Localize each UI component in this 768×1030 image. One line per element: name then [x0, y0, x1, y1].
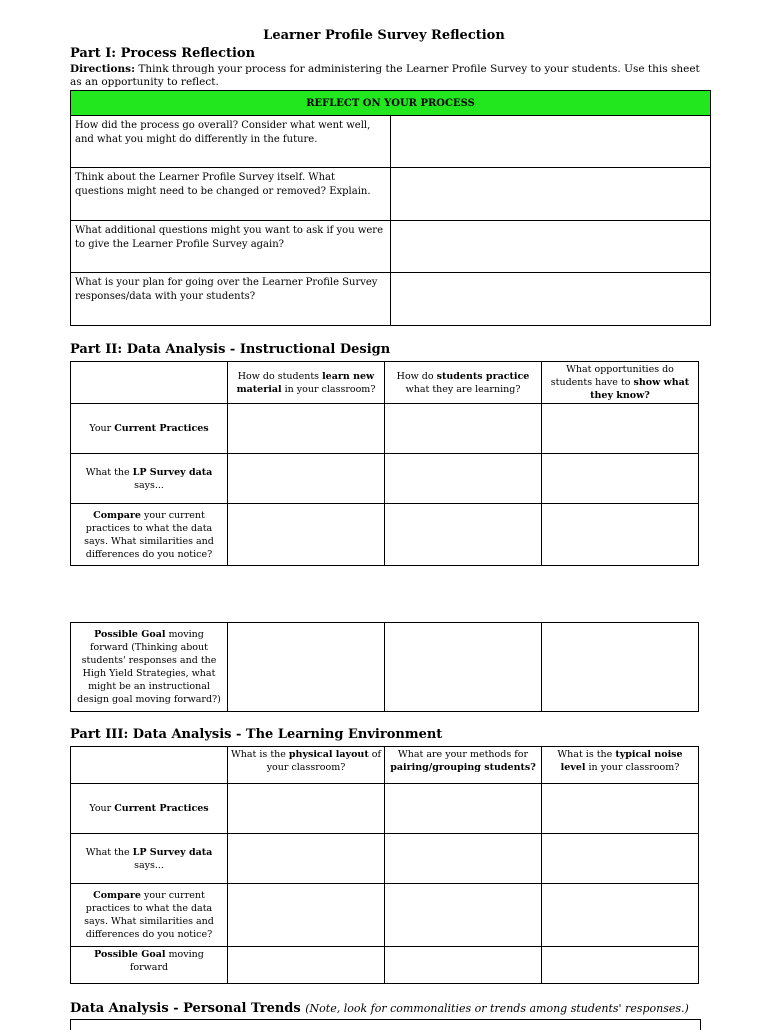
reflection-answer-3[interactable] — [391, 221, 711, 273]
cell-input[interactable] — [385, 404, 542, 454]
reflection-answer-1[interactable] — [391, 116, 711, 168]
row-current-practices: Your Current Practices — [71, 784, 228, 834]
instructional-goal-table — [70, 622, 699, 712]
corner-cell — [71, 747, 228, 784]
col-pairing-grouping: What are your methods for pairing/grouping students? — [385, 747, 542, 784]
cell-input[interactable] — [542, 884, 699, 947]
col-learn-new-material: How do students learn new material in your classroom? — [228, 362, 385, 404]
reflection-question-3: What additional questions might you want to ask if you were to give the Learner Profile Survey again? — [71, 221, 391, 273]
reflection-question-1: How did the process go overall? Consider what went well, and what you might do differently in the future. — [71, 116, 391, 168]
row-possible-goal: Possible Goal moving forward (Thinking about students' responses and the High Yield Strategies, what might be an instructional design goal moving forward?) — [71, 623, 228, 712]
cell-input[interactable] — [385, 454, 542, 504]
directions-text: Think through your process for administering the Learner Profile Survey to your students. Use this sheet as an opportunity to reflect. — [70, 63, 700, 88]
reflect-header: REFLECT ON YOUR PROCESS — [71, 91, 711, 116]
directions-label: Directions: — [70, 63, 135, 75]
part1-heading: Part I: Process Reflection — [70, 46, 256, 61]
cell-input[interactable] — [228, 947, 385, 984]
cell-input[interactable] — [228, 784, 385, 834]
cell-input[interactable] — [542, 834, 699, 884]
learning-environment-table — [70, 746, 699, 984]
part3-heading: Part III: Data Analysis - The Learning Environment — [70, 727, 443, 742]
col-show-what-they-know: What opportunities do students have to show what they know? — [542, 362, 699, 404]
part2-heading: Part II: Data Analysis - Instructional Design — [70, 342, 391, 357]
cell-input[interactable] — [228, 623, 385, 712]
reflection-question-2: Think about the Learner Profile Survey itself. What questions might need to be changed or removed? Explain. — [71, 168, 391, 221]
row-possible-goal: Possible Goal moving forward — [71, 947, 228, 984]
row-lp-survey-data: What the LP Survey data says... — [71, 454, 228, 504]
cell-input[interactable] — [542, 784, 699, 834]
personal-trends-table — [70, 1019, 701, 1030]
cell-input[interactable] — [385, 947, 542, 984]
row-compare: Compare your current practices to what the data says. What similarities and differences do you notice? — [71, 504, 228, 566]
part1-directions — [70, 63, 710, 89]
col-physical-layout: What is the physical layout of your classroom? — [228, 747, 385, 784]
instructional-design-table — [70, 361, 699, 566]
cell-input[interactable] — [228, 834, 385, 884]
cell-input[interactable] — [542, 454, 699, 504]
cell-input[interactable] — [542, 623, 699, 712]
row-current-practices: Your Current Practices — [71, 404, 228, 454]
document-title: Learner Profile Survey Reflection — [263, 28, 505, 43]
part4-heading: Data Analysis - Personal Trends (Note, look for commonalities or trends among students' responses.) — [70, 1001, 689, 1016]
reflection-answer-2[interactable] — [391, 168, 711, 221]
cell-input[interactable] — [228, 884, 385, 947]
cell-input[interactable] — [228, 504, 385, 566]
corner-cell — [71, 362, 228, 404]
row-lp-survey-data: What the LP Survey data says... — [71, 834, 228, 884]
cell-input[interactable] — [542, 504, 699, 566]
cell-input[interactable] — [228, 454, 385, 504]
process-reflection-table — [70, 90, 711, 326]
cell-input[interactable] — [542, 947, 699, 984]
reflection-answer-4[interactable] — [391, 273, 711, 326]
cell-input[interactable] — [542, 404, 699, 454]
row-compare: Compare your current practices to what the data says. What similarities and differences do you notice? — [71, 884, 228, 947]
cell-input[interactable] — [385, 834, 542, 884]
cell-input[interactable] — [385, 623, 542, 712]
part4-note: (Note, look for commonalities or trends among students' responses.) — [305, 1002, 689, 1015]
cell-input[interactable] — [385, 784, 542, 834]
col-students-practice: How do students practice what they are learning? — [385, 362, 542, 404]
col-noise-level: What is the typical noise level in your classroom? — [542, 747, 699, 784]
cell-input[interactable] — [385, 504, 542, 566]
reflection-question-4: What is your plan for going over the Learner Profile Survey responses/data with your students? — [71, 273, 391, 326]
cell-input[interactable] — [228, 404, 385, 454]
cell-input[interactable] — [385, 884, 542, 947]
